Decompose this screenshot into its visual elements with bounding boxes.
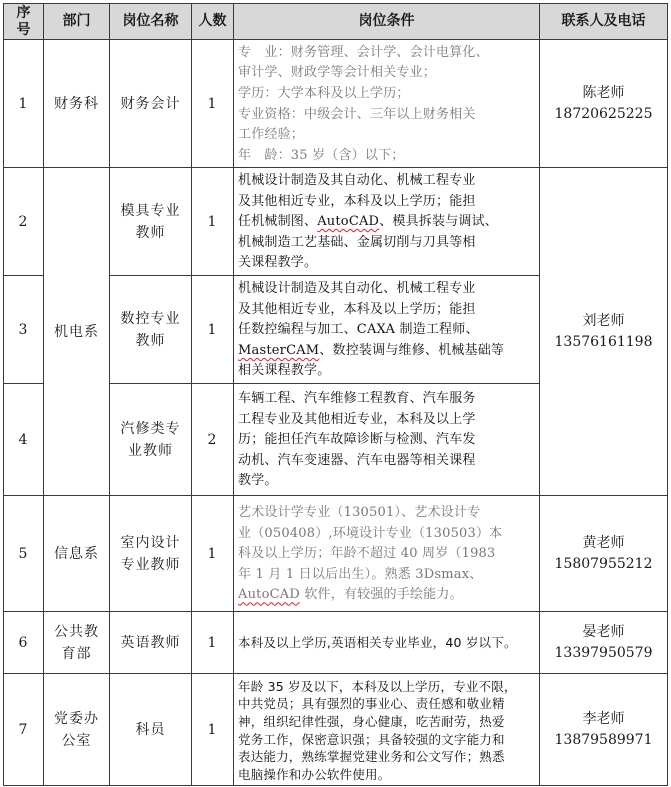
position-name: 科员 — [110, 674, 192, 786]
condition-line: 机械制造工艺基础、金属切削与刀具等相 — [238, 234, 476, 250]
conditions — [234, 276, 540, 384]
contact-phone: 13397950579 — [554, 644, 653, 661]
headcount: 1 — [192, 276, 234, 384]
condition-line: MasterCAM、数控装调与维修、机械基础等 — [238, 342, 505, 358]
condition-line: 及其他相近专业，本科及以上学历；能担 — [238, 301, 476, 317]
condition-line: 年龄 35 岁及以下，本科及以上学历，专业不限， — [238, 678, 517, 694]
position-name: 英语教师 — [110, 612, 192, 674]
spellcheck-marked-word: AutoCAD — [238, 587, 300, 603]
condition-line: 历；能担任汽车故障诊断与检测、汽车发 — [238, 432, 476, 448]
contact — [540, 496, 668, 612]
condition-line: 任机械制图、AutoCAD、模具拆装与调试、 — [238, 214, 498, 230]
spellcheck-marked-word: AutoCAD — [317, 214, 380, 230]
condition-line: 电脑操作和办公软件使用。 — [238, 766, 391, 782]
table-row — [4, 168, 668, 276]
condition-line: 机械设计制造及其自动化、机械工程专业 — [238, 281, 476, 297]
headcount: 2 — [192, 384, 234, 496]
row-number: 6 — [4, 612, 44, 674]
row-number: 7 — [4, 674, 44, 786]
condition-line: 关课程教学。 — [238, 255, 318, 271]
table-row — [4, 496, 668, 612]
header-count: 人数 — [192, 4, 234, 40]
condition-line: AutoCAD 软件，有较强的手绘能力。 — [238, 587, 463, 603]
contact — [540, 40, 668, 168]
conditions — [234, 674, 540, 786]
condition-line: 任数控编程与加工、CAXA 制造工程师、 — [238, 322, 479, 338]
condition-line: 及其他相近专业，本科及以上学历；能担 — [238, 193, 476, 209]
condition-line: 科及以上学历；年龄不超过 40 周岁（1983 — [238, 546, 496, 562]
condition-line: 专业资格：中级会计、三年以上财务相关 — [238, 106, 476, 122]
headcount: 1 — [192, 496, 234, 612]
conditions — [234, 612, 540, 674]
condition-line: 本科及以上学历,英语相关专业毕业，40 岁以下。 — [238, 635, 517, 651]
condition-line: 神，组织纪律性强，身心健康，吃苦耐劳，热爱 — [238, 713, 505, 729]
conditions — [234, 40, 540, 168]
condition-line: 审计学、财政学等会计相关专业； — [238, 65, 437, 81]
contact-name: 李老师 — [582, 710, 625, 727]
condition-line: 中共党员；具有强烈的事业心、责任感和敬业精 — [238, 696, 505, 712]
spellcheck-marked-word: MasterCAM — [238, 342, 320, 358]
contact-name: 晏老师 — [582, 623, 625, 640]
department: 财务科 — [44, 40, 110, 168]
contact-phone: 13576161198 — [554, 333, 653, 350]
conditions — [234, 496, 540, 612]
table-row — [4, 674, 668, 786]
header-row — [4, 4, 668, 40]
table-row — [4, 40, 668, 168]
position-name: 室内设计专业教师 — [110, 496, 192, 612]
position-name: 财务会计 — [110, 40, 192, 168]
contact-name: 刘老师 — [582, 312, 625, 329]
condition-line: 业（050408）,环境设计专业（130503）本 — [238, 525, 503, 541]
header-conditions: 岗位条件 — [234, 4, 540, 40]
recruitment-table — [3, 3, 668, 786]
conditions — [234, 168, 540, 276]
condition-line: 车辆工程、汽车维修工程教育、汽车服务 — [238, 391, 476, 407]
condition-line: 机械设计制造及其自动化、机械工程专业 — [238, 173, 476, 189]
position-name: 模具专业教师 — [110, 168, 192, 276]
condition-line: 教学。 — [238, 473, 278, 489]
condition-line: 年 1 月 1 日以后出生）。熟悉 3Dsmax、 — [238, 566, 483, 582]
condition-line: 工作经验； — [238, 127, 305, 143]
department: 公共教育部 — [44, 612, 110, 674]
headcount: 1 — [192, 674, 234, 786]
contact — [540, 674, 668, 786]
condition-line: 学历：大学本科及以上学历； — [238, 85, 410, 101]
condition-line: 动机、汽车变速器、汽车电器等相关课程 — [238, 452, 476, 468]
header-position: 岗位名称 — [110, 4, 192, 40]
headcount: 1 — [192, 168, 234, 276]
conditions — [234, 384, 540, 496]
department: 党委办公室 — [44, 674, 110, 786]
department: 信息系 — [44, 496, 110, 612]
row-number: 2 — [4, 168, 44, 276]
table-row — [4, 612, 668, 674]
department: 机电系 — [44, 168, 110, 496]
row-number: 5 — [4, 496, 44, 612]
condition-line: 表达能力，熟练掌握党建业务和公文写作；熟悉 — [238, 749, 505, 765]
contact-phone: 15807955212 — [554, 555, 653, 572]
condition-line: 党务工作，保密意识强；具备较强的文字能力和 — [238, 731, 505, 747]
row-number: 4 — [4, 384, 44, 496]
header-no: 序号 — [4, 4, 44, 40]
row-number: 1 — [4, 40, 44, 168]
row-number: 3 — [4, 276, 44, 384]
contact-name: 陈老师 — [582, 84, 625, 101]
header-dept: 部门 — [44, 4, 110, 40]
condition-line: 工程专业及其他相近专业，本科及以上学 — [238, 411, 476, 427]
header-contact: 联系人及电话 — [540, 4, 668, 40]
contact — [540, 168, 668, 496]
position-name: 数控专业教师 — [110, 276, 192, 384]
condition-line: 年 龄：35 岁（含）以下； — [238, 147, 405, 163]
contact-phone: 13879589971 — [554, 731, 653, 748]
contact-phone: 18720625225 — [554, 105, 653, 122]
position-name: 汽修类专业教师 — [110, 384, 192, 496]
contact — [540, 612, 668, 674]
contact-name: 黄老师 — [582, 534, 625, 551]
headcount: 1 — [192, 40, 234, 168]
condition-line: 专 业：财务管理、会计学、会计电算化、 — [238, 44, 489, 60]
condition-line: 艺术设计学专业（130501）、艺术设计专 — [238, 505, 481, 521]
condition-line: 相关课程教学。 — [238, 363, 331, 379]
headcount: 1 — [192, 612, 234, 674]
